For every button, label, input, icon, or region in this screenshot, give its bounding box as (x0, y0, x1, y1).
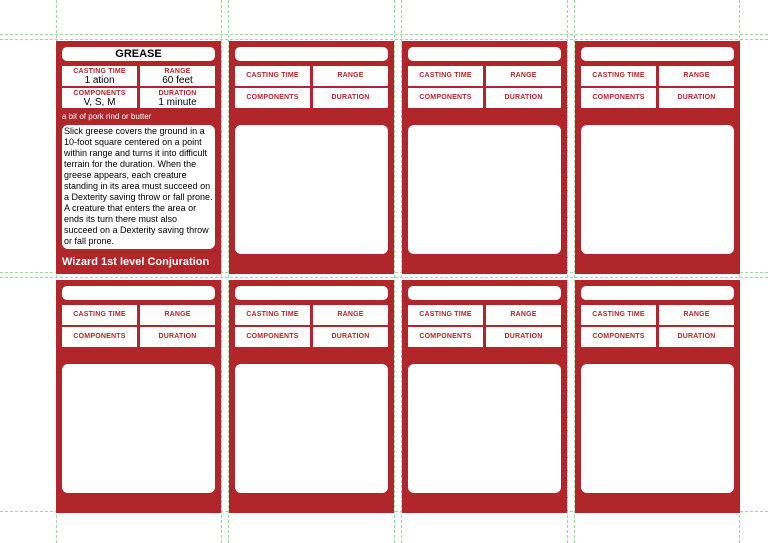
spell-stats (62, 66, 215, 108)
casting-time-box (408, 66, 483, 86)
casting-time-box (235, 305, 310, 325)
duration-label: DURATION (158, 333, 197, 340)
cut-guide-horizontal (0, 277, 768, 278)
spell-stats (408, 305, 561, 347)
spell-stats (62, 305, 215, 347)
duration-label: DURATION (331, 94, 370, 101)
spell-title (408, 47, 561, 61)
components-label: COMPONENTS (419, 94, 472, 101)
duration-label: DURATION (504, 333, 543, 340)
components-box (62, 327, 137, 347)
duration-box (486, 88, 561, 108)
range-label: RANGE (683, 72, 710, 79)
spell-stats (235, 66, 388, 108)
blank-spell-card (575, 41, 740, 274)
blank-spell-card (402, 280, 567, 513)
spell-description: Slick greese covers the ground in a 10-foot square centered on a point within range and turns it into difficult terrain for the duration. When the greese appears, each creature standing in its area must succeed on a Dexterity saving throw or fall prone. A creature that enters the area or ends its turn there must also succeed on a Dexterity saving throw or fall prone. (62, 125, 215, 249)
duration-box (140, 88, 215, 108)
duration-label: DURATION (331, 333, 370, 340)
spell-title (235, 47, 388, 61)
components-box (235, 88, 310, 108)
duration-label: DURATION (158, 90, 197, 97)
range-box (140, 66, 215, 86)
range-box (486, 305, 561, 325)
casting-time-label: CASTING TIME (592, 311, 645, 318)
duration-box (140, 327, 215, 347)
duration-label: DURATION (504, 94, 543, 101)
range-box (486, 66, 561, 86)
casting-time-label: CASTING TIME (246, 311, 299, 318)
spell-description (581, 364, 734, 493)
components-label: COMPONENTS (419, 333, 472, 340)
spell-class-level: Wizard 1st level Conjuration (62, 256, 210, 268)
spell-description (408, 125, 561, 254)
components-label: COMPONENTS (592, 333, 645, 340)
casting-time-box (62, 66, 137, 86)
range-box (659, 66, 734, 86)
blank-spell-card (402, 41, 567, 274)
range-label: RANGE (337, 311, 364, 318)
cut-guide-vertical (567, 0, 568, 543)
casting-time-box (581, 305, 656, 325)
casting-time-label: CASTING TIME (73, 68, 126, 75)
components-box (408, 88, 483, 108)
spell-title (581, 286, 734, 300)
range-label: RANGE (164, 311, 191, 318)
duration-label: DURATION (677, 333, 716, 340)
spell-title: GREASE (62, 47, 215, 61)
casting-time-box (408, 305, 483, 325)
range-label: RANGE (510, 72, 537, 79)
duration-box (313, 88, 388, 108)
spell-title (62, 286, 215, 300)
components-box (62, 88, 137, 108)
spell-description (62, 364, 215, 493)
components-box (581, 88, 656, 108)
range-label: RANGE (164, 68, 191, 75)
casting-time-box (581, 66, 656, 86)
range-box (313, 305, 388, 325)
material-component: a bit of pork rind or butter (62, 112, 152, 121)
cut-guide-horizontal (0, 39, 768, 40)
range-box (313, 66, 388, 86)
casting-time-box (235, 66, 310, 86)
casting-time-label: CASTING TIME (246, 72, 299, 79)
spell-description (408, 364, 561, 493)
spell-description (235, 125, 388, 254)
range-value: 60 feet (162, 75, 193, 86)
components-label: COMPONENTS (73, 333, 126, 340)
spell-stats (581, 305, 734, 347)
spell-stats (235, 305, 388, 347)
blank-spell-card (575, 280, 740, 513)
duration-label: DURATION (677, 94, 716, 101)
components-label: COMPONENTS (246, 333, 299, 340)
cut-guide-vertical (394, 0, 395, 543)
cut-guide-horizontal (0, 34, 768, 35)
casting-time-label: CASTING TIME (592, 72, 645, 79)
casting-time-label: CASTING TIME (419, 311, 472, 318)
casting-time-box (62, 305, 137, 325)
spell-card-grease (56, 41, 221, 274)
casting-time-label: CASTING TIME (73, 311, 126, 318)
casting-time-label: CASTING TIME (419, 72, 472, 79)
casting-time-value: 1 ation (84, 75, 115, 86)
range-box (140, 305, 215, 325)
duration-value: 1 minute (158, 97, 197, 108)
spell-description (581, 125, 734, 254)
spell-stats (408, 66, 561, 108)
cut-guide-vertical (221, 0, 222, 543)
components-value: V, S, M (83, 97, 116, 108)
range-box (659, 305, 734, 325)
spell-title (408, 286, 561, 300)
duration-box (659, 327, 734, 347)
spell-title (235, 286, 388, 300)
duration-box (486, 327, 561, 347)
blank-spell-card (229, 41, 394, 274)
range-label: RANGE (510, 311, 537, 318)
duration-box (313, 327, 388, 347)
components-label: COMPONENTS (73, 90, 126, 97)
components-box (408, 327, 483, 347)
components-label: COMPONENTS (592, 94, 645, 101)
duration-box (659, 88, 734, 108)
blank-spell-card (229, 280, 394, 513)
spell-stats (581, 66, 734, 108)
spell-title (581, 47, 734, 61)
range-label: RANGE (337, 72, 364, 79)
range-label: RANGE (683, 311, 710, 318)
components-box (235, 327, 310, 347)
blank-spell-card (56, 280, 221, 513)
spell-description (235, 364, 388, 493)
components-label: COMPONENTS (246, 94, 299, 101)
components-box (581, 327, 656, 347)
